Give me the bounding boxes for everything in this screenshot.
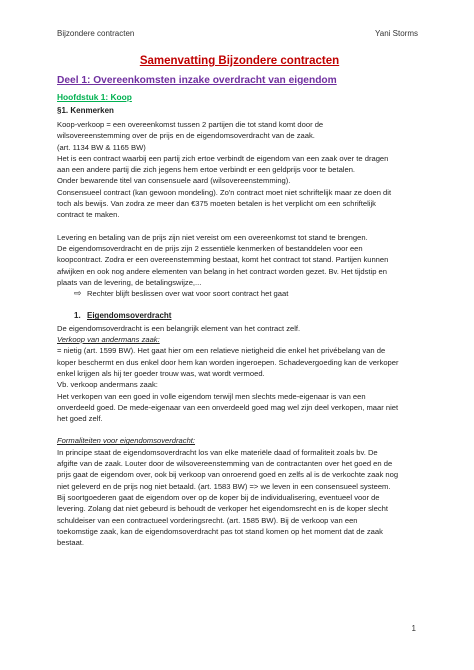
text-line: Koop-verkoop = een overeenkomst tussen 2 partijen die tot stand komt door de	[57, 120, 324, 129]
text-line: = nietig (art. 1599 BW). Het gaat hier om een relatieve nietigheid die enkel het privébelang van de	[57, 346, 386, 356]
arrow-bullet-item	[57, 288, 422, 299]
text-line: Bij soortgoederen gaat de eigendom over op de koper bij de individualisering, eventueel voor de	[57, 492, 380, 502]
text-line: toekomstige zaak, kan de eigendomsoverdracht pas tot stand komen op het moment dat de zaak	[57, 526, 383, 536]
text-line: wilsovereenstemming over de prijs en de eigendomsoverdracht van de zaak.	[57, 131, 315, 141]
text-line: enkel krijgen als hij ter goeder trouw was, wat wordt vermoed.	[57, 368, 265, 378]
text-line: De eigendomsoverdracht en de prijs zijn 2 essentiële kenmerken of bestanddelen voor een	[57, 243, 363, 253]
numbered-heading	[57, 310, 422, 321]
text-line: contract te maken.	[57, 210, 120, 220]
subheading-formaliteiten: Formaliteiten voor eigendomsoverdracht:	[57, 436, 196, 446]
part-heading: Deel 1: Overeenkomsten inzake overdracht van eigendom	[57, 75, 337, 86]
text-line: Consensueel contract (kan gewoon mondeling). Zo'n contract moet niet schriftelijk maar ze doen dit	[57, 187, 392, 197]
chapter-heading: Hoofdstuk 1: Koop	[57, 92, 132, 102]
text-line: bestaat.	[57, 538, 85, 548]
text-line: koper beschermt en dus enkel door hem kan worden ingeroepen. Schadevergoeding kan de verkoper	[57, 357, 399, 367]
text-line: aan een andere partij die zich jegens hem ertoe verbindt er een geldprijs voor te betalen.	[57, 165, 356, 175]
paragraph-definition	[57, 119, 422, 221]
text-line: koopcontract. Zodra er een overeenstemming bestaat, komt het contract tot stand. Partijen kunnen	[57, 255, 389, 265]
numbered-heading-number: 1.	[74, 311, 81, 321]
text-line: levering. Zolang dat niet gebeurd is behoudt de verkoper het eigendomsrecht en is de koper slecht	[57, 504, 388, 514]
text-line: prijs gaat de eigendom over, ook bij verkoop van onroerend goed en zelfs al is de verkochte zaak nog	[57, 470, 399, 480]
text-line: Het is een contract waarbij een partij zich ertoe verbindt de eigendom van een zaak over te dragen	[57, 153, 389, 163]
subheading-verkoop: Verkoop van andermans zaak:	[57, 335, 160, 345]
text-line: De eigendomsoverdracht is een belangrijk element van het contract zelf.	[57, 323, 301, 333]
text-line: plaats van de levering, de betalingswijze,...	[57, 277, 202, 287]
text-line: Levering en betaling van de prijs zijn niet vereist om een overeenkomst tot stand te brengen.	[57, 232, 368, 242]
text-line: niet geleverd en de prijs nog niet betaald. (art. 1583 BW) => we leven in een consensueel systeem.	[57, 481, 391, 491]
paragraph-verkoop	[57, 345, 422, 424]
text-line: afgifte van de zaak. Louter door de wilsovereenstemming van de contractanten over het goed en de	[57, 459, 393, 469]
arrow-bullet-text: Rechter blijft beslissen over wat voor soort contract het gaat	[87, 289, 289, 299]
document-title: Samenvatting Bijzondere contracten	[139, 55, 340, 67]
section-heading: §1. Kenmerken	[57, 106, 114, 115]
arrow-right-icon: ⇨	[74, 288, 82, 299]
text-line: Onder bewarende titel van consensuele aard (wilsovereenstemming).	[57, 176, 291, 186]
header-right: Yani Storms	[375, 29, 418, 38]
paragraph-levering	[57, 232, 422, 288]
text-line: toch als bewijs. Van zodra ze meer dan €375 moeten betalen is het verplicht om een schriftelijk	[57, 199, 376, 209]
paragraph-formaliteiten	[57, 447, 422, 549]
text-line: Het verkopen van een goed in volle eigendom terwijl men slechts mede-eigenaar is van een	[57, 391, 366, 401]
numbered-heading-label: Eigendomsoverdracht	[87, 311, 172, 321]
header-left: Bijzondere contracten	[57, 29, 135, 38]
text-line: (art. 1134 BW & 1165 BW)	[57, 142, 146, 152]
document-body	[57, 54, 422, 548]
text-line: onverdeeld goed. De mede-eigenaar van een onverdeeld goed mag wel zijn deel verkopen, maar niet	[57, 402, 399, 412]
text-line: In principe staat de eigendomsoverdracht los van elke materiële daad of formaliteit zoals bv. De	[57, 447, 378, 457]
text-line: Vb. verkoop andermans zaak:	[57, 380, 158, 390]
page-number: 1	[411, 624, 416, 633]
text-line: het goed zelf.	[57, 414, 103, 424]
text-line: afwijken en ook nog andere elementen van belang in het contract worden gezet. Bv. Het tijdstip en	[57, 266, 387, 276]
text-line: schuldeiser van een contractueel vorderingsrecht. (art. 1585 BW). Bij de verkoop van een	[57, 515, 358, 525]
